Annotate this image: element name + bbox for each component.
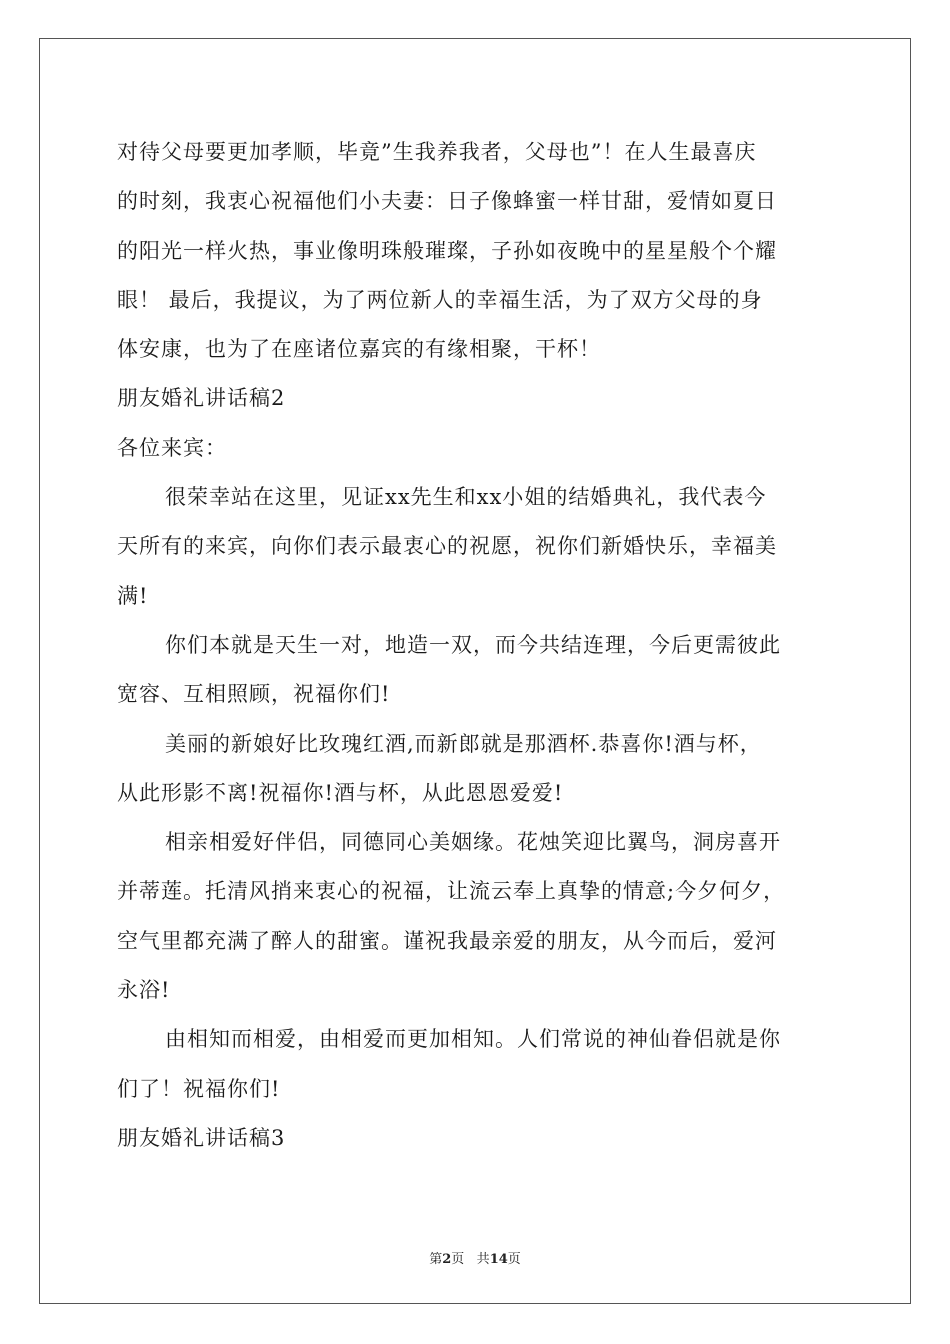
salutation: 各位来宾： bbox=[117, 435, 227, 460]
text-line: 宽容、互相照顾，祝福你们! bbox=[117, 682, 391, 707]
text-line: 体安康，也为了在座诸位嘉宾的有缘相聚，干杯！ bbox=[117, 337, 601, 362]
footer-page-unit: 页 bbox=[451, 1252, 465, 1267]
current-page-number: 2 bbox=[442, 1252, 452, 1267]
text-line: 眼！ 最后，我提议，为了两位新人的幸福生活，为了双方父母的身 bbox=[117, 287, 763, 312]
page-footer bbox=[0, 1248, 950, 1267]
text-line: 空气里都充满了醉人的甜蜜。谨祝我最亲爱的朋友，从今而后，爱河 bbox=[117, 928, 777, 953]
footer-total-unit: 页 bbox=[507, 1252, 521, 1267]
text-line: 相亲相爱好伴侣，同德同心美姻缘。花烛笑迎比翼鸟，洞房喜开 bbox=[165, 830, 781, 855]
text-line: 的时刻，我衷心祝福他们小夫妻：日子像蜂蜜一样甘甜，爱情如夏日 bbox=[117, 189, 777, 214]
text-line: 你们本就是天生一对，地造一双，而今共结连理，今后更需彼此 bbox=[165, 632, 781, 657]
text-line: 满! bbox=[117, 583, 149, 608]
text-line: 并蒂莲。托清风捎来衷心的祝福，让流云奉上真挚的情意;今夕何夕， bbox=[117, 879, 786, 904]
section-heading: 朋友婚礼讲话稿2 bbox=[117, 386, 286, 411]
section-heading: 朋友婚礼讲话稿3 bbox=[117, 1125, 286, 1150]
text-line: 对待父母要更加孝顺，毕竟”生我养我者，父母也”！在人生最喜庆 bbox=[117, 140, 757, 164]
footer-total-prefix: 共 bbox=[476, 1252, 490, 1267]
text-line: 由相知而相爱，由相爱而更加相知。人们常说的神仙眷侣就是你 bbox=[165, 1027, 781, 1052]
text-line: 的阳光一样火热，事业像明珠般璀璨，子孙如夜晚中的星星般个个耀 bbox=[117, 238, 777, 263]
text-line: 们了！祝福你们! bbox=[117, 1076, 281, 1101]
text-line: 从此形影不离!祝福你!酒与杯，从此恩恩爱爱! bbox=[117, 780, 564, 805]
footer-prefix: 第 bbox=[429, 1252, 443, 1267]
total-page-count: 14 bbox=[489, 1252, 508, 1267]
text-line: 美丽的新娘好比玫瑰红酒,而新郎就是那酒杯.恭喜你!酒与杯， bbox=[165, 731, 762, 756]
text-line: 永浴! bbox=[117, 978, 171, 1003]
text-line: 天所有的来宾，向你们表示最衷心的祝愿，祝你们新婚快乐，幸福美 bbox=[117, 534, 777, 559]
text-line: 很荣幸站在这里，见证xx先生和xx小姐的结婚典礼，我代表今 bbox=[165, 485, 767, 510]
document-body bbox=[117, 128, 852, 1163]
